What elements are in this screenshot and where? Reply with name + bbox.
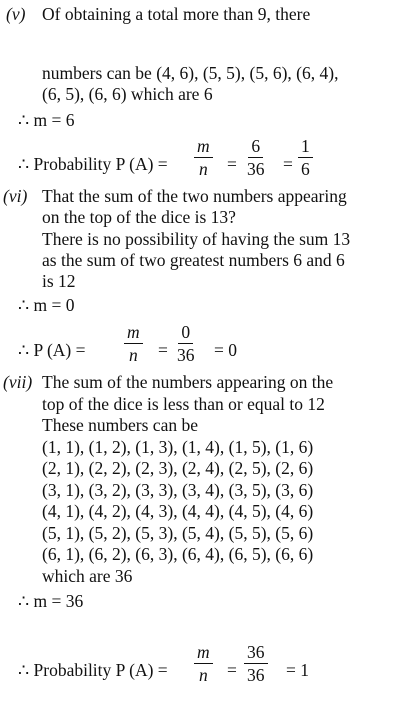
equals-sign: = bbox=[158, 340, 168, 360]
part-vi-fraction-0-over-36 bbox=[174, 322, 198, 365]
pair-row: (1, 1), (1, 2), (1, 3), (1, 4), (1, 5), (1, 6) bbox=[42, 437, 314, 457]
fraction-numerator: m bbox=[124, 322, 143, 344]
fraction-denominator: n bbox=[198, 665, 208, 685]
part-vii-line-1: The sum of the numbers appearing on the bbox=[42, 372, 334, 392]
part-v-m-value: ∴ m = 6 bbox=[18, 110, 75, 130]
part-v-label: (v) bbox=[6, 4, 26, 24]
part-vi-line-1: That the sum of the two numbers appearing bbox=[42, 186, 347, 206]
part-vi-line-5: is 12 bbox=[42, 271, 76, 291]
equals-sign: = bbox=[283, 154, 293, 174]
part-vi-result: = 0 bbox=[214, 340, 237, 360]
part-v-fraction-1-over-6 bbox=[298, 136, 313, 179]
part-vii-label: (vii) bbox=[3, 372, 33, 392]
part-vii-probability-prefix: ∴ Probability P (A) = bbox=[18, 660, 168, 680]
part-vii-count-line: which are 36 bbox=[42, 566, 133, 586]
pair-row: (2, 1), (2, 2), (2, 3), (2, 4), (2, 5), (2, 6) bbox=[42, 458, 314, 478]
part-vii-m-value: ∴ m = 36 bbox=[18, 591, 84, 611]
part-vii-line-2: top of the dice is less than or equal to 12 bbox=[42, 394, 325, 414]
part-v-probability-prefix: ∴ Probability P (A) = bbox=[18, 154, 168, 174]
fraction-denominator: n bbox=[128, 345, 138, 365]
part-v-fraction-m-over-n bbox=[194, 136, 213, 179]
fraction-numerator: 0 bbox=[178, 322, 193, 344]
equals-sign: = bbox=[227, 660, 237, 680]
part-vii-fraction-36-over-36 bbox=[244, 642, 268, 685]
part-vii-result: = 1 bbox=[286, 660, 309, 680]
pair-row: (5, 1), (5, 2), (5, 3), (5, 4), (5, 5), (5, 6) bbox=[42, 523, 314, 543]
part-vi-label: (vi) bbox=[3, 186, 28, 206]
fraction-denominator: 36 bbox=[247, 665, 265, 685]
fraction-numerator: 36 bbox=[244, 642, 268, 664]
part-v-fraction-6-over-36 bbox=[244, 136, 268, 179]
fraction-numerator: 6 bbox=[248, 136, 263, 158]
pair-row: (6, 1), (6, 2), (6, 3), (6, 4), (6, 5), (6, 6) bbox=[42, 544, 314, 564]
fraction-denominator: n bbox=[198, 159, 208, 179]
part-vi-line-4: as the sum of two greatest numbers 6 and 6 bbox=[42, 250, 345, 270]
part-vi-m-value: ∴ m = 0 bbox=[18, 295, 75, 315]
fraction-numerator: m bbox=[194, 136, 213, 158]
pair-row: (3, 1), (3, 2), (3, 3), (3, 4), (3, 5), (3, 6) bbox=[42, 480, 314, 500]
equals-sign: = bbox=[227, 154, 237, 174]
fraction-numerator: 1 bbox=[298, 136, 313, 158]
fraction-denominator: 36 bbox=[177, 345, 195, 365]
fraction-denominator: 36 bbox=[247, 159, 265, 179]
part-vii-line-3: These numbers can be bbox=[42, 415, 198, 435]
part-vi-fraction-m-over-n bbox=[124, 322, 143, 365]
part-vi-line-2: on the top of the dice is 13? bbox=[42, 207, 236, 227]
fraction-denominator: 6 bbox=[301, 159, 310, 179]
part-v-line-3: (6, 5), (6, 6) which are 6 bbox=[42, 84, 213, 104]
part-v-line-1: Of obtaining a total more than 9, there bbox=[42, 4, 311, 24]
part-vi-probability-prefix: ∴ P (A) = bbox=[18, 340, 86, 360]
part-vii-fraction-m-over-n bbox=[194, 642, 213, 685]
pair-row: (4, 1), (4, 2), (4, 3), (4, 4), (4, 5), (4, 6) bbox=[42, 501, 314, 521]
fraction-numerator: m bbox=[194, 642, 213, 664]
part-v-line-2: numbers can be (4, 6), (5, 5), (5, 6), (6, 4), bbox=[42, 63, 339, 83]
part-vi-line-3: There is no possibility of having the sum 13 bbox=[42, 229, 351, 249]
